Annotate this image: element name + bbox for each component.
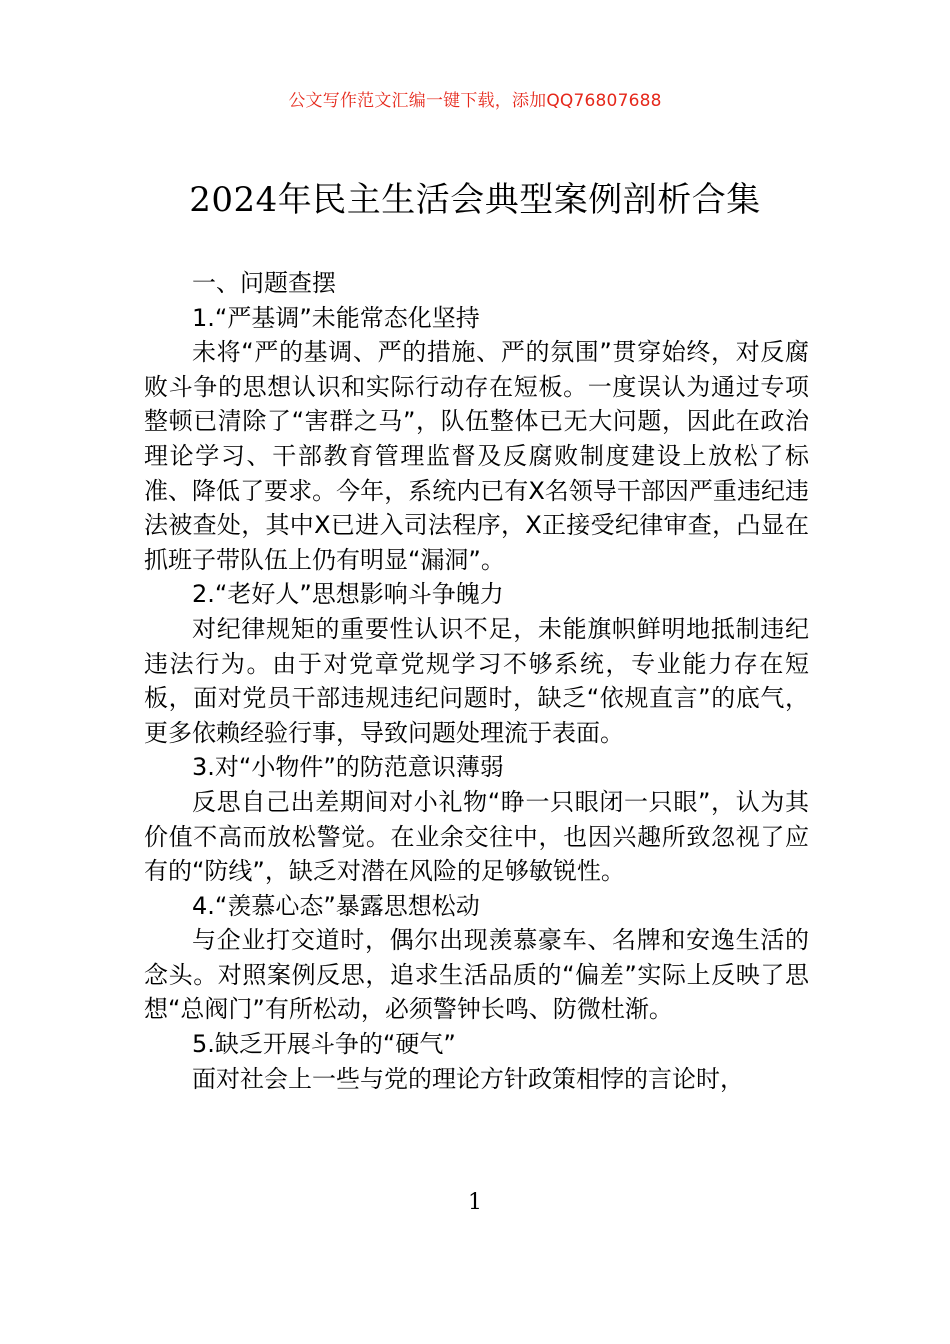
item-paragraph: 与企业打交道时，偶尔出现羡慕豪车、名牌和安逸生活的念头。对照案例反思，追求生活品质的“偏差”实际上反映了思想“总阀门”有所松动，必须警钟长鸣、防微杜渐。	[144, 926, 809, 1024]
document-body	[144, 266, 809, 1096]
item-heading: 5.缺乏开展斗争的“硬气”	[192, 1030, 456, 1059]
page-number: 1	[468, 1190, 482, 1215]
section-heading: 一、问题查摆	[192, 269, 336, 297]
item-heading: 1.“严基调”未能常态化坚持	[192, 303, 480, 332]
item-heading: 4.“羡慕心态”暴露思想松动	[192, 891, 480, 920]
item-heading: 3.对“小物件”的防范意识薄弱	[192, 753, 504, 782]
item-paragraph: 对纪律规矩的重要性认识不足，未能旗帜鲜明地抵制违纪违法行为。由于对党章党规学习不够系统，专业能力存在短板，面对党员干部违规违纪问题时，缺乏“依规直言”的底气，更多依赖经验行事，导致问题处理流于表面。	[144, 614, 809, 747]
item-paragraph: 反思自己出差期间对小礼物“睁一只眼闭一只眼”，认为其价值不高而放松警觉。在业余交往中，也因兴趣所致忽视了应有的“防线”，缺乏对潜在风险的足够敏锐性。	[144, 787, 809, 886]
item-paragraph: 未将“严的基调、严的措施、严的氛围”贯穿始终，对反腐败斗争的思想认识和实际行动存在短板。一度误认为通过专项整顿已清除了“害群之马”，队伍整体已无大问题，因此在政治理论学习、干部教育管理监督及反腐败制度建设上放松了标准、降低了要求。今年，系统内已有X名领导干部因严重违纪违法被查处，其中X已进入司法程序，X正接受纪律审查，凸显在抓班子带队伍上仍有明显“漏洞”。	[144, 338, 809, 574]
item-heading: 2.“老好人”思想影响斗争魄力	[192, 580, 504, 609]
promo-banner: 公文写作范文汇编一键下载，添加QQ76807688	[288, 91, 662, 111]
item-paragraph: 面对社会上一些与党的理论方针政策相悖的言论时，	[192, 1064, 744, 1093]
document-title: 2024年民主生活会典型案例剖析合集	[189, 180, 761, 220]
